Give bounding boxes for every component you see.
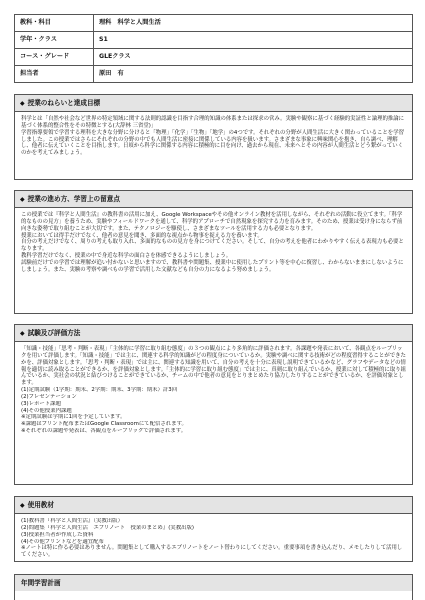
section-title: 年間学習計画 [21,579,61,587]
section-method-body [15,208,412,274]
section-title: 使用教材 [27,501,54,509]
info-value: S1 [94,32,413,49]
list-item: ※定期試験は学期に1回を予定しています。 [21,414,126,421]
info-value: 理科 科学と人間生活 [94,15,413,32]
list-item: (1)教科書『科学と人間生活』（実教出版） [21,518,123,524]
info-row-subject [15,15,413,32]
list-item: (2)問題集『科学と人間生活 エブリノート 授業のまとめ』(実教出版) [21,524,194,531]
list-item: (3)レポート課題 [21,400,61,407]
note: ※ノートは特に作る必要はありません。問題集として購入するエブリノートをノート替わりにしてください。重要事項を書き込んだり、メモしたりして活用してください。 [21,545,403,559]
paragraph: 自分の考えだけでなく、周りの考えも取り入れ、多面的なものの見方を身につけてください。そして、自分の考えを他者にわかりやすく伝える表現力も必要となります。 [21,239,404,253]
info-value: GLEクラス [94,49,413,66]
paragraph: この授業では『科学と人間生活』の教科書の活用に加え、Google Workspaceやその他オンライン教材を活用しながら、それぞれの活動に役立てます。「科学的なものの見方」を養うため、実験やフィールドワークを通して、科学的アプローチで自然現象を探究する力を育みます。そのため、授業は受け身にならず前向きな姿勢で取り組むことが大切です。また、テクノロジーを駆使し、さまざまなツールを活用する力も必要となります。 [21,212,403,232]
info-value: 原田 有 [94,66,413,83]
section-evaluation-body [15,342,412,435]
paragraph: 「知識・技能」「思考・判断・表現」「主体的に学習に取り組む態度」の３つの観点により多角的に評価されます。各課題や発表において、各観点をルーブリックを用いて評価します。「知識・技能」では主に、関連する科学的知識がどの程度身についているか。実験や調べに関する技術がどの程度習得することができたかを、評価対象とします。「思考・判断・表現」では主に、関連する知識を用いて、自分の考えを十分に表現し説明できているかなど、グラフやデータなどの情報を適切に読み取ることができるか、を評価対象とします。「主体的に学習に取り組む態度」では主に、真剣に取り組んでいるか、授業に対して積極的に取り組んでいるか、実社会の状況と結びつけることができているか、チームの中で他者の意見をとりまとめたり協力したりすることができているか、を評価対象とします。 [21,346,406,387]
paragraph: 学習指導要領で学習する理科を大きな分野に分けると「物理」「化学」「生物」「地学」の4つです。それぞれの分野が人間生活に大きく関わっていることを学習しました。この授業ではさらにそれぞれの分野の中でも人間生活に密接に関係している内容を扱います。さまざまな事象に興味関心を抱き、自ら調べ、理解し、他者に伝えていくことを目指します。日頃から科学に関係する内容に積極的に目を向け、過去から現在、未来へとその内容が人間生活とどう繋がっていくのかを考えてみましょう。 [21,129,404,157]
diamond-icon: ◆ [20,100,25,107]
section-method [14,190,413,314]
section-materials-body [15,514,412,559]
info-label: 教科・科目 [15,15,94,32]
section-aims [14,94,413,180]
info-label: コース・グレード [15,49,94,66]
paragraph: 科学とは「自然や社会など世界の特定領域に関する法則的認識を目指す合理的知識の体系または探求の営み。実験や観察に基づく経験的実証性と論理的推論に基づく体系的整合性をその特徴とする(大辞林 三省堂)」 [21,116,405,129]
section-title: 授業の進め方、学習上の留意点 [27,195,120,203]
list-item: ※課題はプリント配布またはGoogle Classroomにて配信されます。 [21,421,187,428]
info-row-course [15,49,413,66]
paragraph: 教科学習だけでなく、授業の中で身近な科学の面白さを体感できるようにしましょう。 [21,253,232,260]
list-item: (1)定期試験（1学期：期末、2学期：期末、3学期：期末）計3回 [21,387,178,394]
diamond-icon: ◆ [20,502,25,509]
list-item: (3)授業担当者が作成した資料 [21,531,94,538]
section-materials [14,496,413,562]
section-aims-header [15,95,412,112]
info-row-class [15,32,413,49]
section-plan [14,574,413,600]
info-label: 学年・クラス [15,32,94,49]
info-row-teacher [15,66,413,83]
diamond-icon: ◆ [20,330,25,337]
info-label: 担当者 [15,66,94,83]
diamond-icon: ◆ [20,196,25,203]
section-evaluation [14,324,413,485]
paragraph: 試験前だけでの学習では理解が追い付かないと思いますので、教科書や問題集、授業中に使用したプリント等を中心に復習し、わからないままにしないようにしましょう。また、実験の考察や調べもの学習で活用した文献なども自分の力になるよう努めましょう。 [21,259,404,273]
course-info-table [14,14,413,83]
list-item: (4)その他プリントなどを適宜配布 [21,538,104,545]
section-title: 授業のねらいと達成目標 [27,99,101,107]
list-item: (4)その他授業内課題 [21,407,72,414]
section-plan-header [15,575,412,591]
section-materials-header [15,497,412,514]
section-aims-body [15,112,412,157]
list-item: ※それぞれの課題や発表は、各観点をルーブリックで評価されます。 [21,428,187,435]
section-method-header [15,191,412,208]
section-evaluation-header [15,325,412,342]
paragraph: 授業においては得手だけでなく、他者の意見を聞き、多面的な視点から物事を捉える力を養います。 [21,232,263,239]
list-item: (2)プレゼンテーション [21,393,77,400]
section-title: 試験及び評価方法 [27,329,81,337]
